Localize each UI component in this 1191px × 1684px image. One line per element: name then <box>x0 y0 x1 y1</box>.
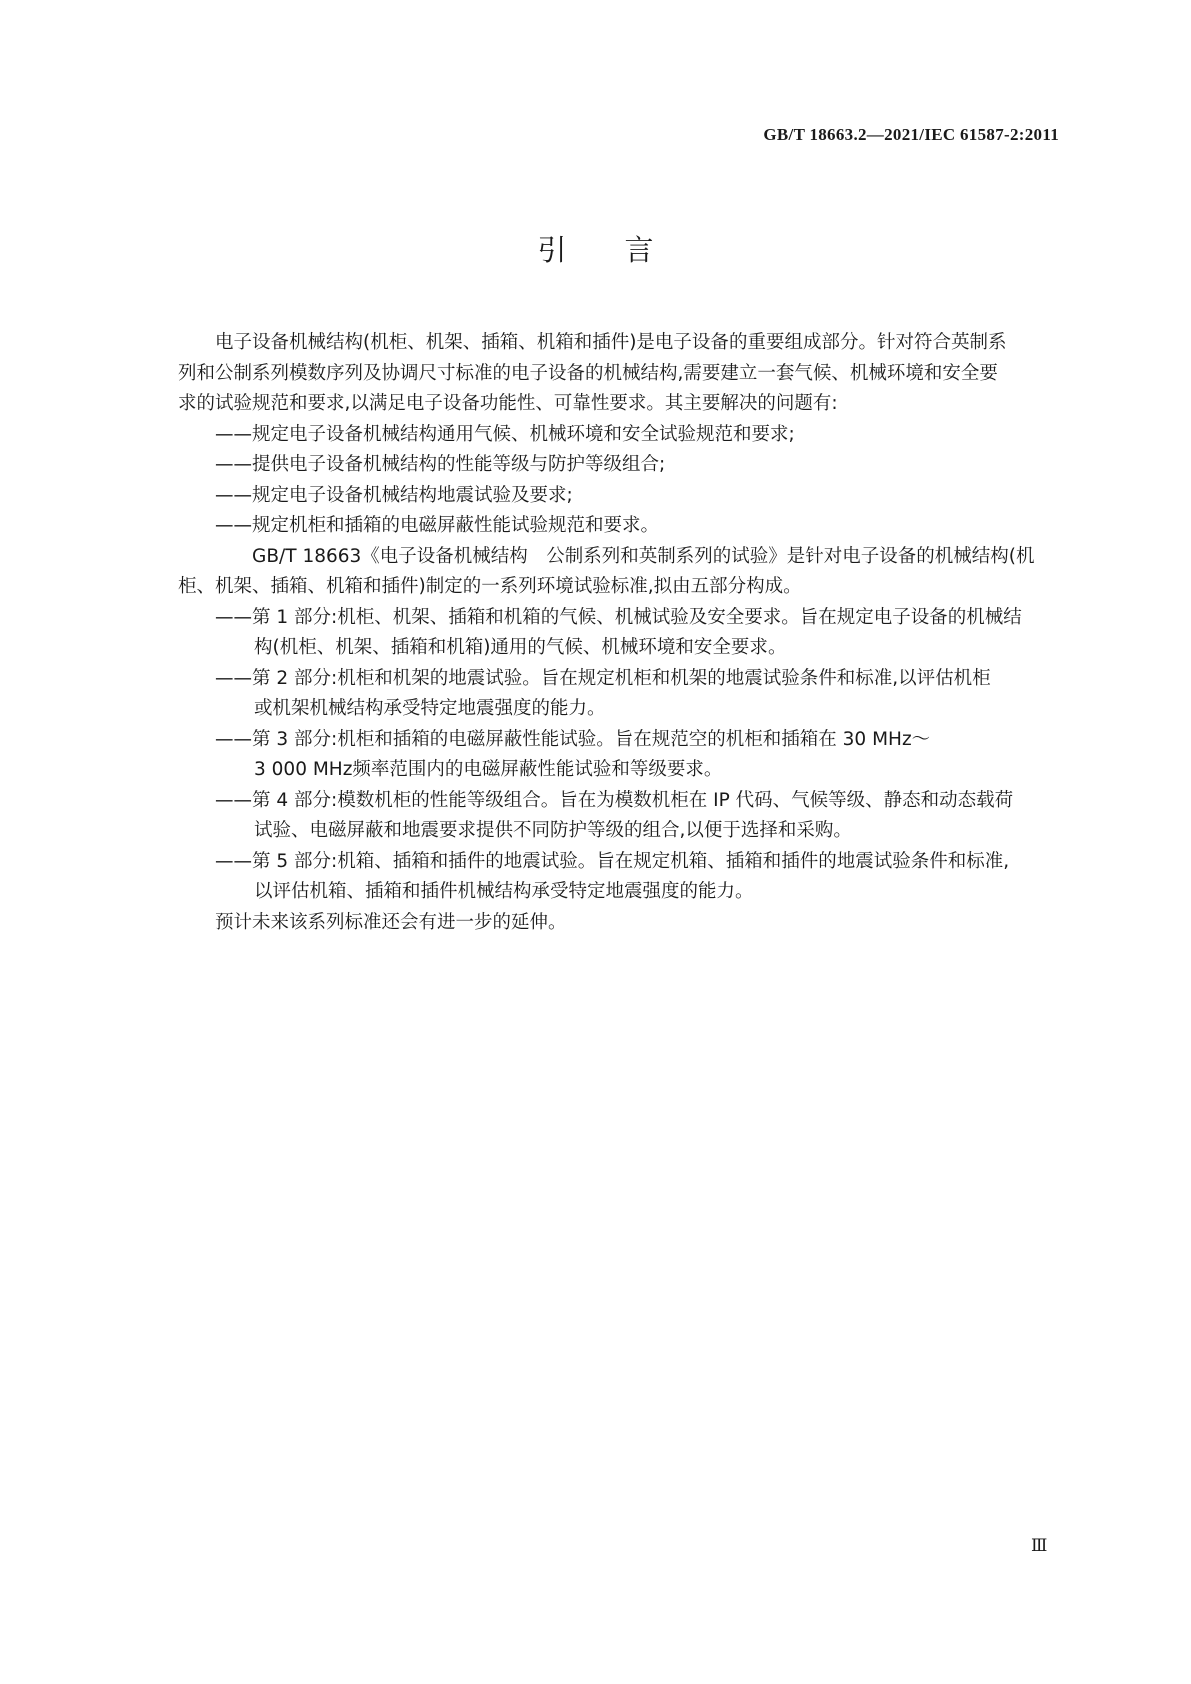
standard-code-header: GB/T 18663.2—2021/IEC 61587-2:2011 <box>763 125 1059 144</box>
problem-item: ——规定电子设备机械结构地震试验及要求; <box>215 484 573 506</box>
part-item <box>178 847 1058 908</box>
part-item-line: ——第 4 部分:模数机柜的性能等级组合。旨在为模数机柜在 IP 代码、气候等级、静态和动态载荷 <box>215 789 1014 811</box>
problem-item: ——规定机柜和插箱的电磁屏蔽性能试验规范和要求。 <box>215 515 660 536</box>
intro-line: 电子设备机械结构(机柜、机架、插箱、机箱和插件)是电子设备的重要组成部分。针对符合英制系 <box>215 332 1007 353</box>
intro-line: 列和公制系列模数序列及协调尺寸标准的电子设备的机械结构,需要建立一套气候、机械环境和安全要 <box>178 362 998 384</box>
part-item-line: ——第 2 部分:机柜和机架的地震试验。旨在规定机柜和机架的地震试验条件和标准,以评估机柜 <box>215 667 991 689</box>
part-item-line: ——第 5 部分:机箱、插箱和插件的地震试验。旨在规定机箱、插箱和插件的地震试验条件和标准, <box>215 850 1010 872</box>
problem-item: ——规定电子设备机械结构通用气候、机械环境和安全试验规范和要求; <box>215 423 795 445</box>
part-item-continuation: 3 000 MHz频率范围内的电磁屏蔽性能试验和等级要求。 <box>254 759 723 780</box>
part-item <box>178 725 1058 786</box>
page-title: 引言 <box>537 233 712 267</box>
document-body <box>178 328 1058 938</box>
part-item-line: ——第 3 部分:机柜和插箱的电磁屏蔽性能试验。旨在规范空的机柜和插箱在 30 MHz～ <box>215 728 931 750</box>
intro-paragraph <box>178 328 1058 420</box>
series-line: GB/T 18663《电子设备机械结构 公制系列和英制系列的试验》是针对电子设备的机械结构(机 <box>252 545 1035 567</box>
closing-paragraph: 预计未来该系列标准还会有进一步的延伸。 <box>215 911 567 933</box>
part-item-line: ——第 1 部分:机柜、机架、插箱和机箱的气候、机械试验及安全要求。旨在规定电子设备的机械结 <box>215 606 1022 628</box>
part-item-continuation: 试验、电磁屏蔽和地震要求提供不同防护等级的组合,以便于选择和采购。 <box>254 820 852 841</box>
page-number: Ⅲ <box>1031 1536 1048 1555</box>
part-item-continuation: 以评估机箱、插箱和插件机械结构承受特定地震强度的能力。 <box>254 881 754 902</box>
part-item <box>178 603 1058 664</box>
series-paragraph <box>178 542 1058 603</box>
part-item-continuation: 或机架机械结构承受特定地震强度的能力。 <box>254 698 606 719</box>
part-item <box>178 664 1058 725</box>
intro-line: 求的试验规范和要求,以满足电子设备功能性、可靠性要求。其主要解决的问题有: <box>178 393 838 414</box>
problem-item: ——提供电子设备机械结构的性能等级与防护等级组合; <box>215 454 666 475</box>
part-item <box>178 786 1058 847</box>
series-line: 柜、机架、插箱、机箱和插件)制定的一系列环境试验标准,拟由五部分构成。 <box>178 576 802 597</box>
part-item-continuation: 构(机柜、机架、插箱和机箱)通用的气候、机械环境和安全要求。 <box>254 637 787 658</box>
